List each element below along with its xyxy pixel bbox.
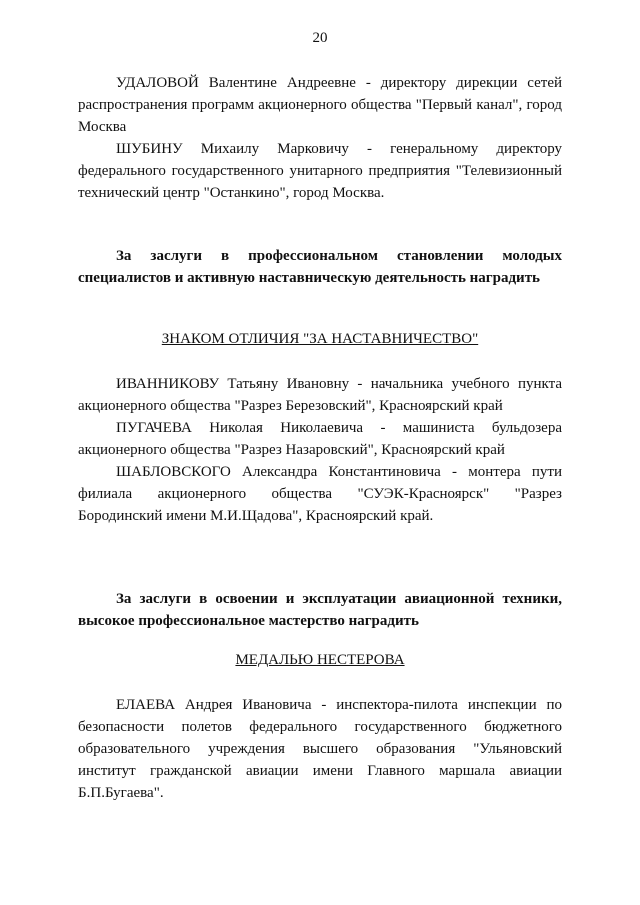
award-title: МЕДАЛЬЮ НЕСТЕРОВА xyxy=(235,652,405,668)
page-number: 20 xyxy=(312,30,328,46)
recipient-paragraph: ШУБИНУ Михаилу Марковичу - генеральному директору федерального государственного унитарного предприятия "Телевизионный технический центр "Останкино", город Москва. xyxy=(78,141,562,201)
award-reason-heading: За заслуги в профессиональном становлении молодых специалистов и активную наставническую деятельность наградить xyxy=(78,248,562,286)
section-heading xyxy=(78,588,562,632)
recipient-paragraph: ЕЛАЕВА Андрея Ивановича - инспектора-пилота инспекции по безопасности полетов федерального государственного бюджетного образовательного учреждения высшего образования "Ульяновский институт гражданской авиации имени Главного маршала авиации Б.П.Бугаева". xyxy=(78,697,562,801)
section1-recipients xyxy=(78,373,562,527)
recipient-paragraph: ПУГАЧЕВА Николая Николаевича - машиниста бульдозера акционерного общества "Разрез Назаровский", Красноярский край xyxy=(78,420,562,458)
award-reason-heading: За заслуги в освоении и эксплуатации авиационной техники, высокое профессиональное мастерство наградить xyxy=(78,591,562,629)
recipient-paragraph: ШАБЛОВСКОГО Александра Константиновича - монтера пути филиала акционерного общества "СУЭК-Красноярск" "Разрез Бородинский имени М.И.Щадова", Красноярский край. xyxy=(78,464,562,524)
section-heading xyxy=(78,245,562,289)
award-title: ЗНАКОМ ОТЛИЧИЯ "ЗА НАСТАВНИЧЕСТВО" xyxy=(161,331,479,347)
recipient-paragraph: ИВАННИКОВУ Татьяну Ивановну - начальника учебного пункта акционерного общества "Разрез Березовский", Красноярский край xyxy=(78,376,562,414)
section2-recipients xyxy=(78,694,562,804)
recipient-paragraph: УДАЛОВОЙ Валентине Андреевне - директору дирекции сетей распространения программ акционерного общества "Первый канал", город Москва xyxy=(78,75,562,135)
top-recipients xyxy=(78,72,562,204)
